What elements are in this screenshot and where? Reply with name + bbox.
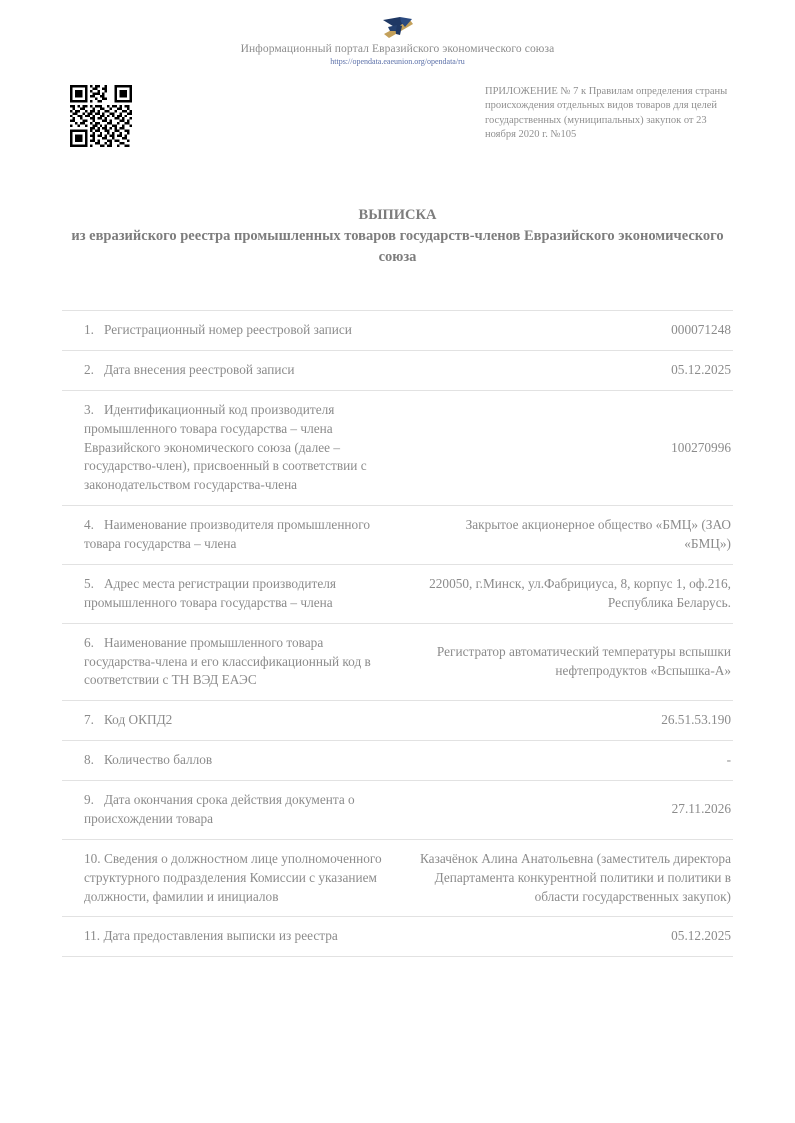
row-number: 1. [84, 322, 94, 338]
table-row [62, 311, 733, 351]
table-row [62, 741, 733, 781]
document-meta-row [70, 85, 740, 147]
row-value: 26.51.53.190 [661, 712, 731, 728]
row-value: 100270996 [671, 439, 731, 455]
row-number: 4. [84, 517, 94, 533]
row-value: 27.11.2026 [671, 801, 731, 817]
row-number: 5. [84, 575, 94, 591]
page-title [62, 205, 733, 268]
row-number: 7. [84, 712, 94, 728]
row-value: 220050, г.Минск, ул.Фабрициуса, 8, корпус 1, оф.216, Республика Беларусь. [429, 575, 731, 610]
row-label-text: Адрес места регистрации производителя промышленного товара государства – члена [84, 575, 336, 610]
row-number: 6. [84, 634, 94, 650]
row-value: Казачёнок Алина Анатольевна (заместитель директора Департамента конкурентной политики и политики в области государственных закупок) [419, 850, 731, 904]
table-row [62, 839, 733, 917]
row-label [62, 506, 406, 565]
row-label [62, 701, 406, 741]
row-value: 05.12.2025 [671, 928, 731, 944]
row-label-text: Наименование производителя промышленного товара государства – члена [84, 517, 370, 552]
row-label-text: Количество баллов [103, 752, 213, 768]
row-label [62, 741, 406, 781]
row-label [62, 311, 406, 351]
table-row [62, 564, 733, 623]
portal-branding [0, 0, 795, 67]
row-number: 3. [84, 401, 94, 417]
page-title-line1: ВЫПИСКА [358, 206, 437, 223]
qr-code-icon[interactable] [70, 85, 132, 147]
eaeu-eagle-logo-icon [380, 14, 416, 40]
row-value: 000071248 [671, 322, 731, 338]
row-label [62, 917, 406, 957]
table-row [62, 701, 733, 741]
table-row [62, 623, 733, 701]
row-number: 9. [84, 792, 94, 808]
row-number: 11. [84, 928, 101, 944]
row-value: Закрытое акционерное общество «БМЦ» (ЗАО «БМЦ») [465, 517, 731, 552]
row-label-text: Код ОКПД2 [103, 712, 173, 728]
table-row [62, 506, 733, 565]
row-label [62, 350, 406, 390]
row-label-text: Регистрационный номер реестровой записи [103, 322, 352, 338]
row-label [62, 390, 406, 505]
row-value: - [726, 752, 731, 768]
appendix-reference: ПРИЛОЖЕНИЕ № 7 к Правилам определения страны происхождения отдельных видов товаров для целей государственных (муниципальных) закупок от 23 ноября 2020 г. №105 [485, 85, 728, 141]
row-label-text: Дата предоставления выписки из реестра [103, 928, 338, 944]
row-label-text: Наименование промышленного товара государства-члена и его классификационный код в соответствии с ТН ВЭД ЕАЭС [84, 634, 371, 688]
row-label [62, 839, 406, 917]
row-number: 10. [84, 850, 101, 866]
portal-url[interactable]: https://opendata.eaeunion.org/opendata/ru [330, 57, 465, 67]
row-label-text: Дата окончания срока действия документа о происхождении товара [84, 792, 355, 826]
row-value: 05.12.2025 [671, 361, 731, 377]
table-row [62, 390, 733, 505]
row-label [62, 564, 406, 623]
row-label [62, 623, 406, 701]
row-label-text: Сведения о должностном лице уполномоченного структурного подразделения Комиссии с указанием должности, фамилии и инициалов [84, 850, 382, 904]
row-label-text: Дата внесения реестровой записи [103, 361, 295, 377]
table-row [62, 781, 733, 840]
row-number: 8. [84, 752, 94, 768]
portal-title: Информационный портал Евразийского экономического союза [240, 43, 555, 55]
row-number: 2. [84, 361, 94, 377]
table-row [62, 350, 733, 390]
table-row [62, 917, 733, 957]
row-value: Регистратор автоматический температуры вспышки нефтепродуктов «Вспышка-А» [436, 644, 731, 678]
registry-extract-table [62, 310, 733, 957]
row-label-text: Идентификационный код производителя промышленного товара государства – члена Евразийского экономического союза (далее – государство-член), присвоенный в соответствии с законодательством государства-члена [84, 401, 367, 493]
page-title-line2: из евразийского реестра промышленных товаров государств-членов Евразийского экономического союза [71, 227, 724, 265]
registry-extract-body [62, 311, 733, 957]
row-label [62, 781, 406, 840]
